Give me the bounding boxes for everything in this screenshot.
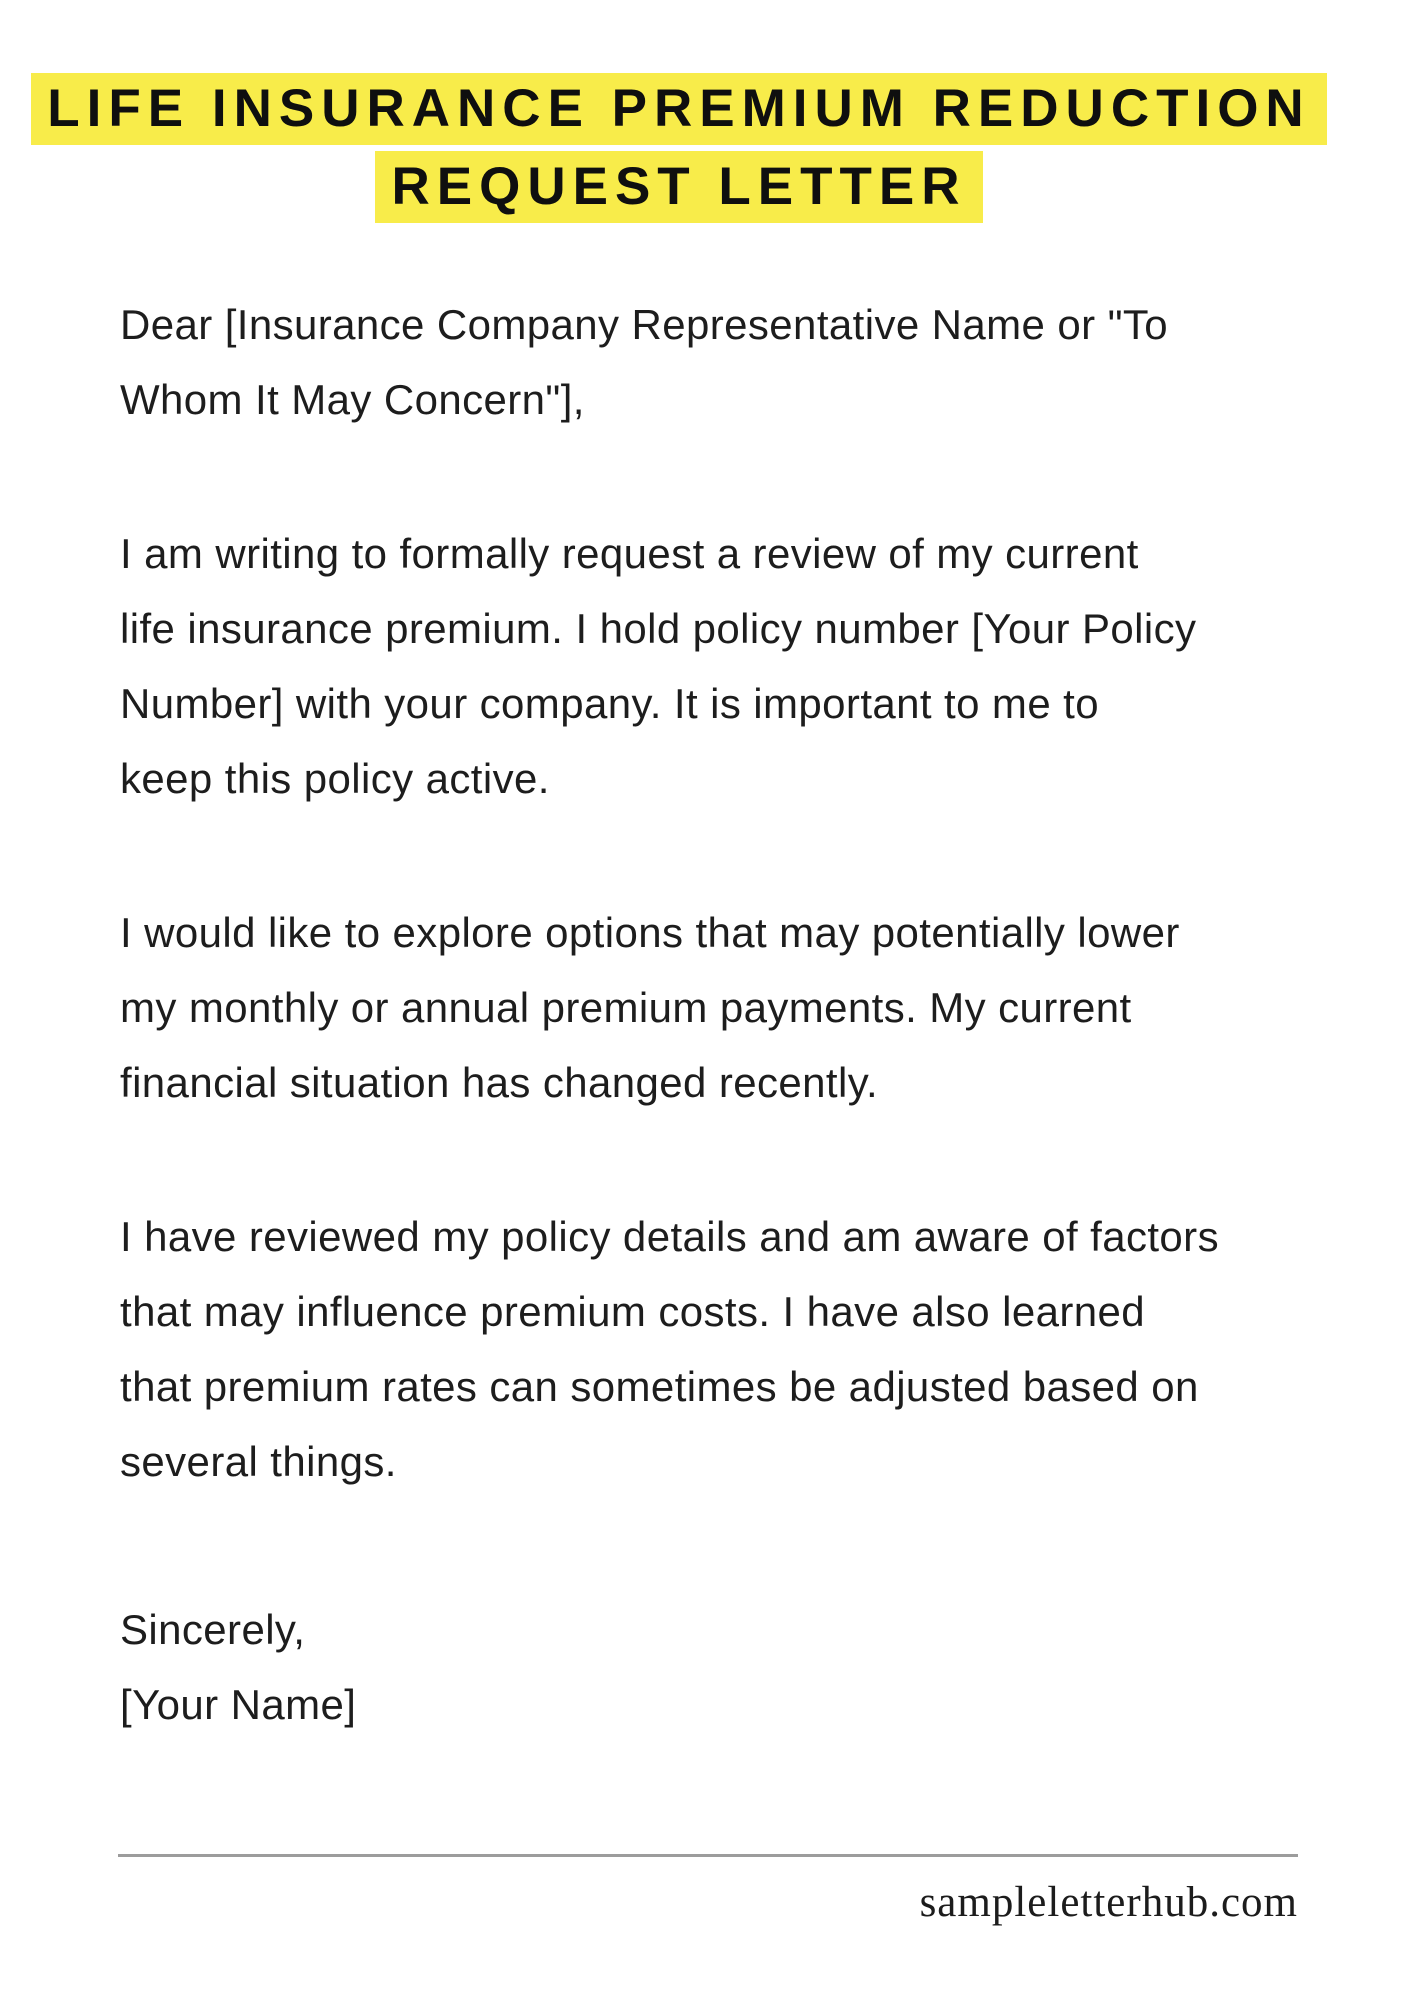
letter-line: my monthly or annual premium payments. My current <box>120 984 1132 1031</box>
letter-paragraph <box>120 1199 1370 1499</box>
letter-line: Sincerely, <box>120 1606 306 1653</box>
footer-divider <box>118 1854 1298 1857</box>
letter-line: Dear [Insurance Company Representative Name or "To <box>120 301 1169 348</box>
letter-paragraph <box>120 895 1370 1120</box>
page-footer <box>118 1854 1298 1927</box>
letter-paragraph <box>120 516 1370 816</box>
document-title-line <box>0 151 1358 229</box>
signoff-paragraph <box>120 1592 1370 1742</box>
letter-line: I am writing to formally request a review of my current <box>120 530 1139 577</box>
document-title-line <box>0 73 1358 151</box>
letter-line: several things. <box>120 1438 397 1485</box>
letter-line: I have reviewed my policy details and am aware of factors <box>120 1213 1219 1260</box>
site-name: sampleletterhub.com <box>919 1879 1298 1926</box>
letter-line: life insurance premium. I hold policy number [Your Policy <box>120 605 1197 652</box>
document-title <box>0 0 1414 229</box>
letter-line: keep this policy active. <box>120 755 550 802</box>
letter-line: that may influence premium costs. I have also learned <box>120 1288 1146 1335</box>
document-title-highlight-1: LIFE INSURANCE PREMIUM REDUCTION <box>31 73 1326 145</box>
letter-line: Number] with your company. It is important to me to <box>120 680 1099 727</box>
letter-line: [Your Name] <box>120 1681 357 1728</box>
letter-line: that premium rates can sometimes be adjusted based on <box>120 1363 1199 1410</box>
letter-line: financial situation has changed recently. <box>120 1059 879 1106</box>
letter-line: Whom It May Concern"], <box>120 376 585 423</box>
letter-body <box>120 287 1370 1742</box>
letter-line: I would like to explore options that may potentially lower <box>120 909 1180 956</box>
letter-paragraph <box>120 287 1370 437</box>
document-title-highlight-2: REQUEST LETTER <box>375 151 982 223</box>
